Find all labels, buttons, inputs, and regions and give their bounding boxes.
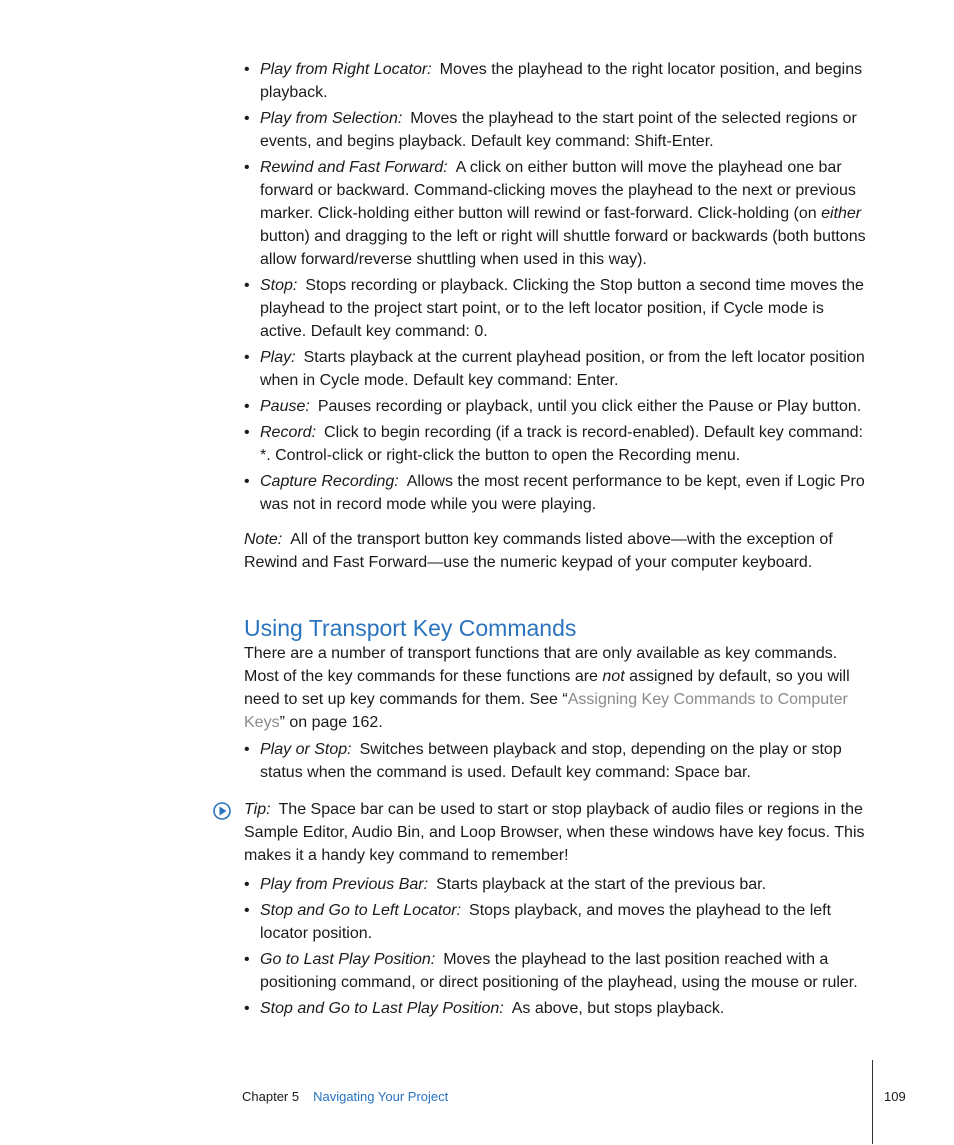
bullet: •: [244, 159, 250, 176]
list-item: [244, 395, 872, 418]
list-item-term: Record:: [260, 424, 317, 441]
cross-reference-link[interactable]: Assigning Key Commands to Computer Keys: [244, 691, 848, 731]
note-label: Note:: [244, 531, 283, 548]
bullet: •: [244, 277, 250, 294]
list-item: [244, 156, 872, 271]
tip-arrow-icon: [213, 802, 231, 820]
list-item-term: Stop and Go to Last Play Position:: [260, 1000, 504, 1017]
note-paragraph: [244, 528, 872, 574]
list-item: [244, 274, 872, 343]
list-item: [244, 421, 872, 467]
chapter-label: Chapter 5: [242, 1089, 300, 1104]
transport-buttons-list: [244, 58, 872, 516]
list-item-term: Capture Recording:: [260, 473, 399, 490]
list-item: [244, 107, 872, 153]
list-item-text: Moves the playhead to the right locator position, and begins playback.: [260, 61, 863, 101]
list-item: [244, 58, 872, 104]
list-item-text: Starts playback at the current playhead position, or from the left locator position when in Cycle mode. Default key command: Enter.: [260, 349, 865, 389]
intro-text: ” on page 162.: [279, 714, 383, 731]
play-stop-list: [244, 738, 872, 784]
list-item: [244, 997, 872, 1020]
list-item: [244, 948, 872, 994]
page-number: 109: [884, 1089, 906, 1104]
bullet: •: [244, 1000, 250, 1017]
list-item-text: Moves the playhead to the start point of the selected regions or events, and begins playback. Default key command: Shift-Enter.: [260, 110, 857, 150]
bullet: •: [244, 349, 250, 366]
list-item-term: Rewind and Fast Forward:: [260, 159, 448, 176]
bullet: •: [244, 110, 250, 127]
list-item-text: Allows the most recent performance to be kept, even if Logic Pro was not in record mode while you were playing.: [260, 473, 865, 513]
list-item-text: Moves the playhead to the last position reached with a positioning command, or direct positioning of the playhead, using the mouse or ruler.: [260, 951, 858, 991]
list-item-term: Play from Selection:: [260, 110, 403, 127]
tip-text: The Space bar can be used to start or stop playback of audio files or regions in the Sample Editor, Audio Bin, and Loop Browser, when these windows have key focus. This makes it a handy key command to remember!: [244, 801, 865, 864]
list-item-term: Stop:: [260, 277, 298, 294]
list-item-term: Pause:: [260, 398, 310, 415]
list-item-text: Stops playback, and moves the playhead to the left locator position.: [260, 902, 832, 942]
list-item-text: Click to begin recording (if a track is record-enabled). Default key command: *. Control-click or right-click the button to open the Recording menu.: [260, 424, 863, 464]
tip-paragraph: [244, 798, 872, 867]
bullet: •: [244, 473, 250, 490]
list-item-term: Go to Last Play Position:: [260, 951, 436, 968]
page-content: [244, 58, 872, 1023]
intro-emphasis: not: [602, 668, 625, 685]
list-item-term: Stop and Go to Left Locator:: [260, 902, 462, 919]
list-item-text-after: button) and dragging to the left or right will shuttle forward or backwards (both buttons allow forward/reverse shuttling when used in this way).: [260, 228, 866, 268]
list-item: [244, 470, 872, 516]
section-intro: [244, 642, 872, 734]
list-item-text: As above, but stops playback.: [511, 1000, 725, 1017]
intro-text: There are a number of transport functions that are only available as key commands. Most of the key commands for these functions are: [244, 645, 838, 685]
bullet: •: [244, 741, 250, 758]
list-item-text: A click on either button will move the playhead one bar forward or backward. Command-clicking moves the playhead to the next or previous marker. Click-holding either button will rewind or fast-forward. Click-holding (on: [260, 159, 856, 222]
section-heading: Using Transport Key Commands: [244, 615, 577, 641]
list-item: [244, 346, 872, 392]
list-item-text: Stops recording or playback. Clicking the Stop button a second time moves the playhead to the project start point, or to the left locator position, if Cycle mode is active. Default key command: 0.: [260, 277, 864, 340]
bullet: •: [244, 398, 250, 415]
list-item-term: Play:: [260, 349, 296, 366]
bullet: •: [244, 61, 250, 78]
tip-label: Tip:: [244, 801, 271, 818]
list-item-term: Play from Right Locator:: [260, 61, 432, 78]
list-item-term: Play or Stop:: [260, 741, 352, 758]
note-text: All of the transport button key commands listed above—with the exception of Rewind and Fast Forward—use the numeric keypad of your computer keyboard.: [244, 531, 833, 571]
bullet: •: [244, 951, 250, 968]
additional-commands-list: [244, 873, 872, 1020]
page-number-divider: [872, 1060, 873, 1144]
bullet: •: [244, 424, 250, 441]
bullet: •: [244, 902, 250, 919]
list-item-emphasis: either: [821, 205, 862, 222]
list-item-text: Switches between playback and stop, depending on the play or stop status when the command is used. Default key command: Space bar.: [260, 741, 842, 781]
list-item: [244, 899, 872, 945]
list-item-text: Pauses recording or playback, until you click either the Pause or Play button.: [317, 398, 862, 415]
list-item: [244, 738, 872, 784]
bullet: •: [244, 876, 250, 893]
page-footer: [242, 1089, 448, 1104]
list-item-text: Starts playback at the start of the previous bar.: [436, 876, 767, 893]
list-item-term: Play from Previous Bar:: [260, 876, 429, 893]
intro-text: assigned by default, so you will need to set up key commands for them. See “: [244, 668, 850, 708]
chapter-title-link[interactable]: Navigating Your Project: [313, 1089, 449, 1104]
list-item: [244, 873, 872, 896]
